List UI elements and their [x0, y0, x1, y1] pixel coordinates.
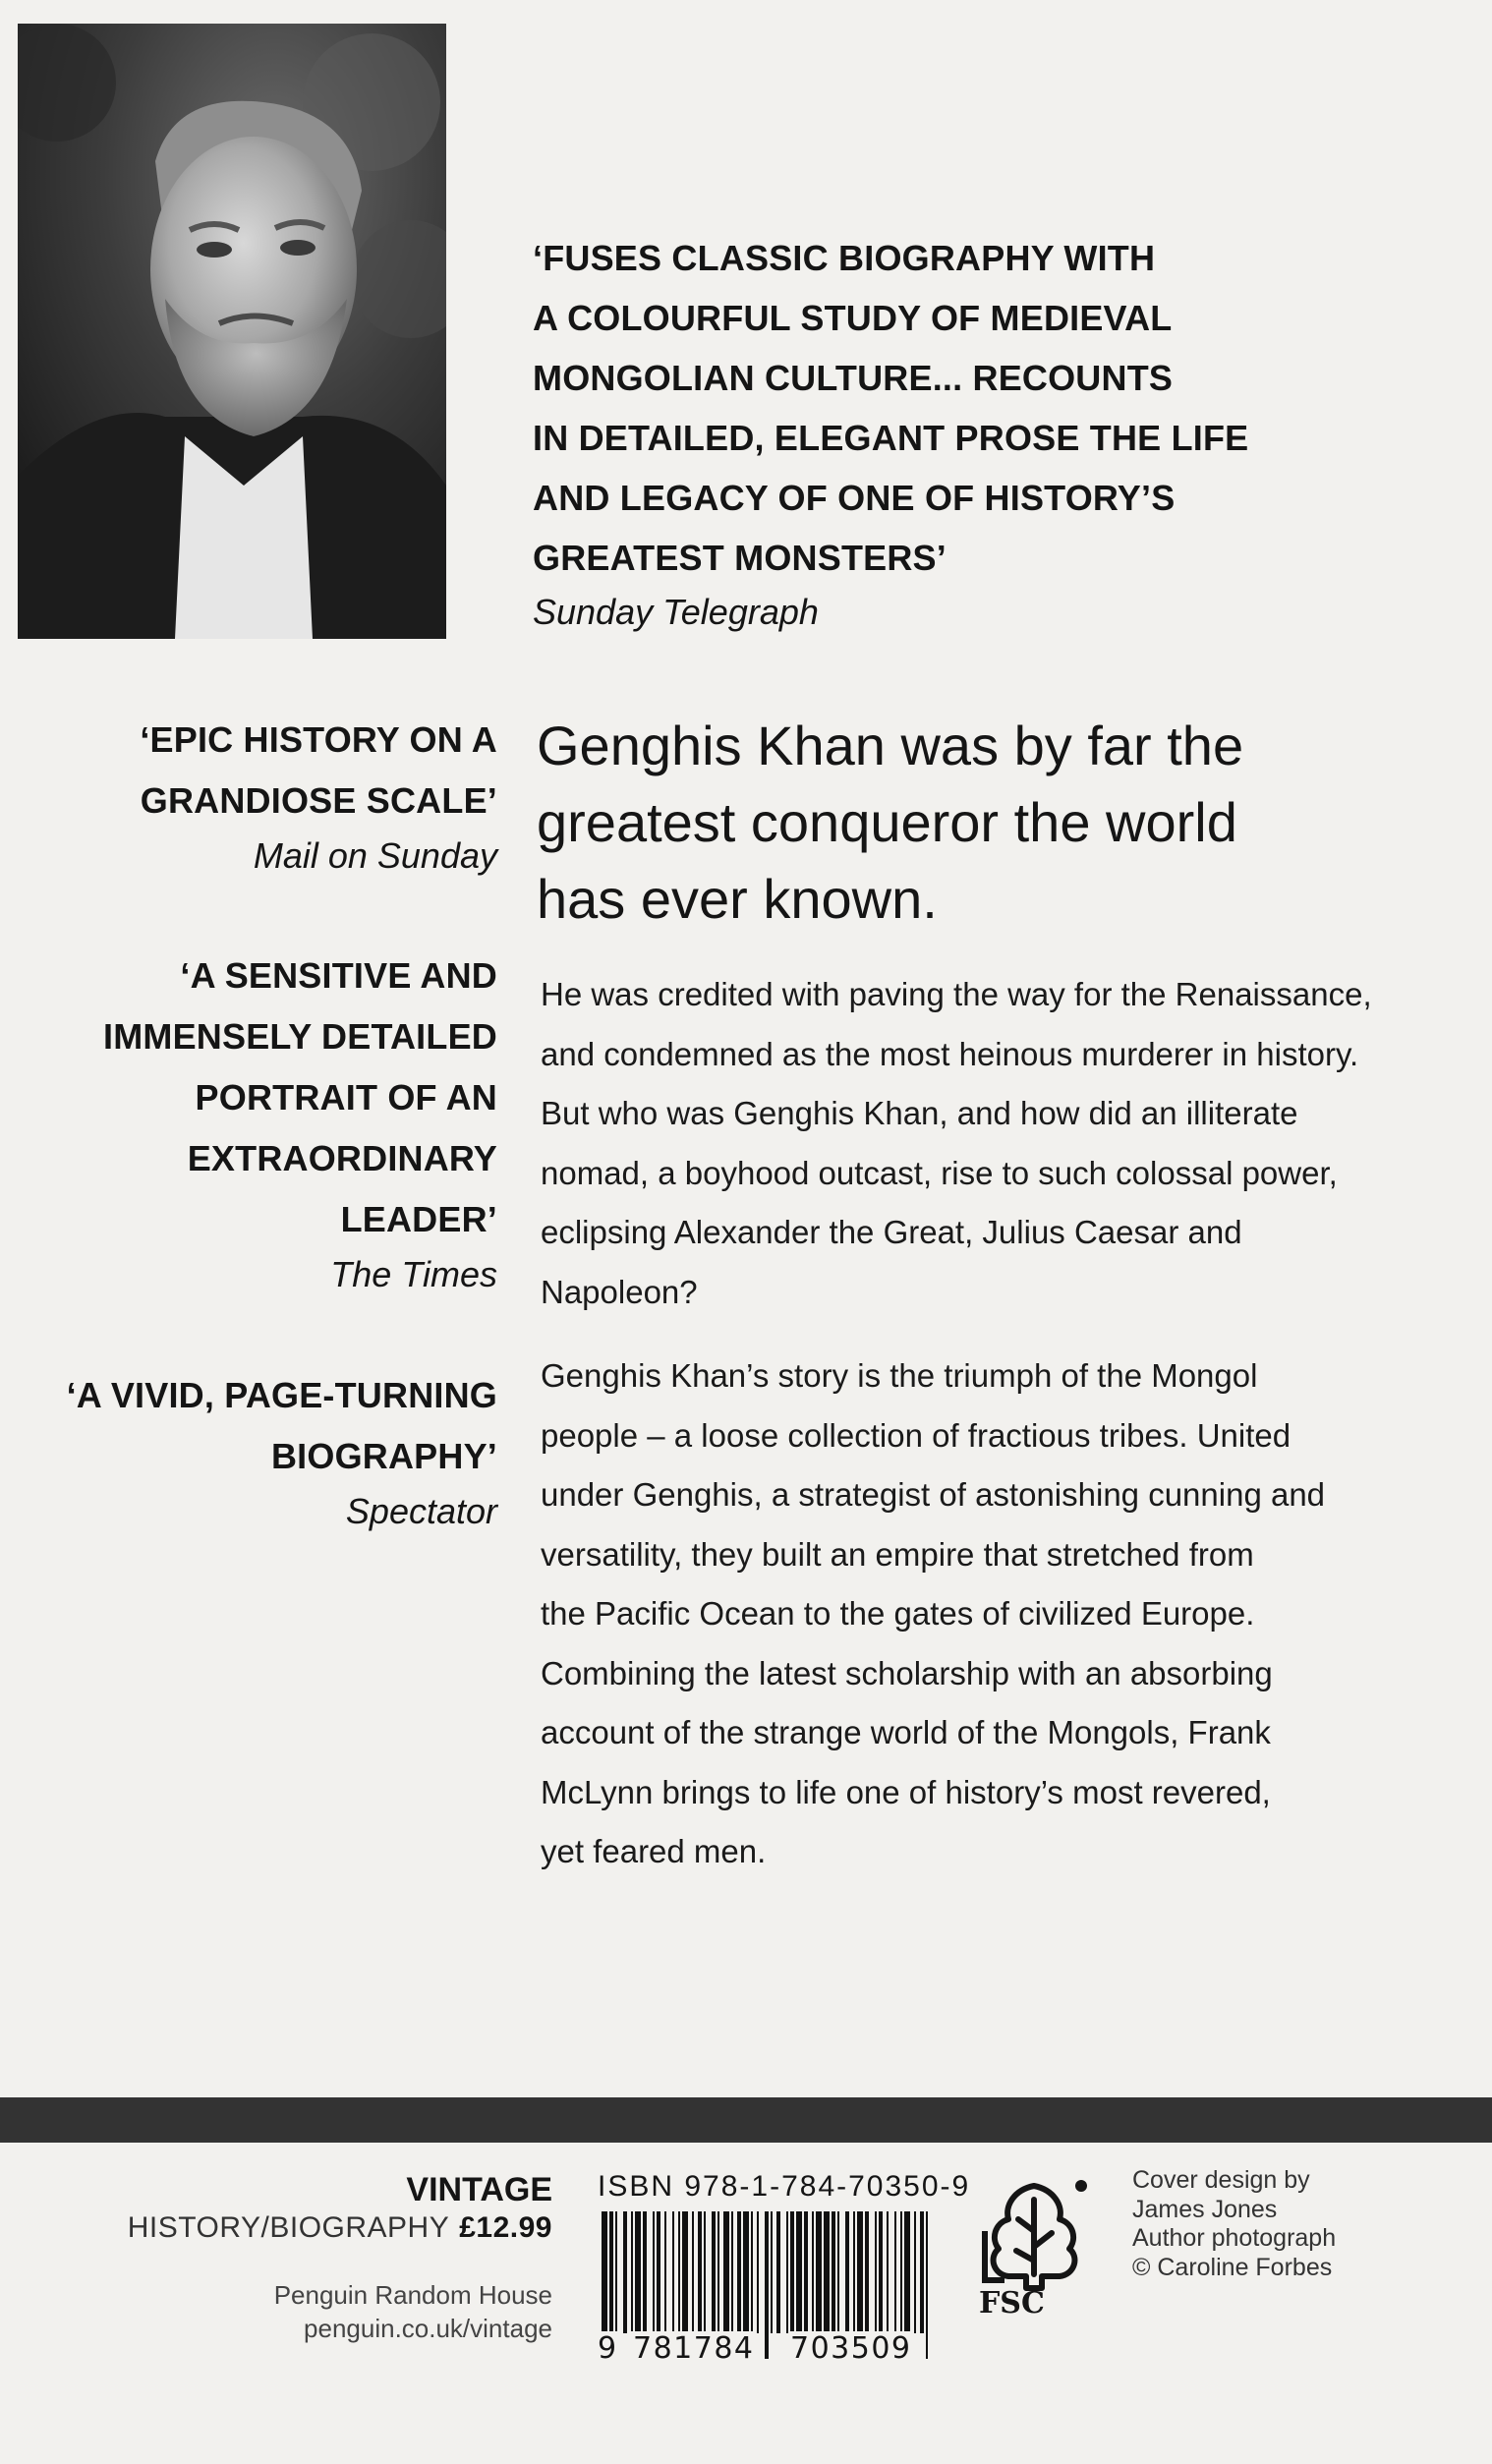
- quote-line: LEADER’: [340, 1199, 497, 1239]
- cover-credits: [1132, 2166, 1466, 2282]
- quote-source: Sunday Telegraph: [533, 592, 819, 632]
- quote-line: A COLOURFUL STUDY OF MEDIEVAL: [533, 298, 1173, 338]
- paragraph-line: Napoleon?: [541, 1273, 698, 1310]
- credit-line: James Jones: [1132, 2195, 1278, 2223]
- paragraph-line: people – a loose collection of fractious tribes. United: [541, 1416, 1291, 1454]
- publisher-info: [59, 2170, 552, 2345]
- publisher-website: penguin.co.uk/vintage: [304, 2314, 552, 2343]
- side-quote-text: [35, 710, 497, 831]
- quote-line: IMMENSELY DETAILED: [103, 1016, 497, 1057]
- credit-line: Cover design by: [1132, 2166, 1310, 2194]
- paragraph-line: account of the strange world of the Mongols, Frank: [541, 1714, 1271, 1750]
- paragraph-line: the Pacific Ocean to the gates of civilized Europe.: [541, 1595, 1255, 1632]
- fsc-label: FSC: [979, 2286, 1045, 2321]
- quote-source: Spectator: [345, 1491, 497, 1531]
- paragraph-line: Genghis Khan’s story is the triumph of the Mongol: [541, 1357, 1258, 1394]
- quote-line: ‘A SENSITIVE AND: [180, 955, 497, 996]
- quote-source: Mail on Sunday: [253, 835, 497, 876]
- top-quote-text: [533, 228, 1417, 588]
- author-photo: [18, 24, 446, 639]
- category-price-line: [59, 2209, 552, 2247]
- barcode-digits-right: 703509: [790, 2331, 912, 2366]
- side-review-quote: [35, 710, 497, 881]
- quote-line: ‘FUSES CLASSIC BIOGRAPHY WITH: [533, 238, 1156, 278]
- divider-band: [0, 2097, 1492, 2143]
- paragraph-line: versatility, they built an empire that stretched from: [541, 1535, 1254, 1573]
- imprint-name: VINTAGE: [406, 2171, 552, 2208]
- headline-line: has ever known.: [537, 868, 938, 930]
- top-review-quote: [533, 228, 1417, 637]
- headline-line: Genghis Khan was by far the: [537, 715, 1244, 776]
- side-review-quote: [35, 945, 497, 1299]
- paragraph-line: yet feared men.: [541, 1833, 767, 1869]
- credit-line: © Caroline Forbes: [1132, 2253, 1333, 2281]
- quote-line: ‘EPIC HISTORY ON A: [140, 719, 497, 760]
- paragraph-line: and condemned as the most heinous murderer in history.: [541, 1035, 1359, 1072]
- isbn-label: ISBN 978-1-784-70350-9: [598, 2170, 971, 2203]
- quote-line: PORTRAIT OF AN: [195, 1077, 497, 1117]
- paragraph-line: He was credited with paving the way for the Renaissance,: [541, 976, 1372, 1012]
- quote-line: BIOGRAPHY’: [270, 1436, 497, 1476]
- side-quote-text: [35, 1365, 497, 1487]
- price-label: £12.99: [459, 2211, 552, 2244]
- credit-line: Author photograph: [1132, 2224, 1337, 2252]
- quote-line: EXTRAORDINARY: [187, 1138, 497, 1178]
- blurb-paragraph: [541, 1347, 1464, 1882]
- paragraph-line: McLynn brings to life one of history’s most revered,: [541, 1773, 1271, 1810]
- quote-line: GREATEST MONSTERS’: [533, 538, 947, 578]
- paragraph-line: But who was Genghis Khan, and how did an illiterate: [541, 1095, 1298, 1131]
- paragraph-line: Combining the latest scholarship with an absorbing: [541, 1654, 1273, 1691]
- headline-line: greatest conqueror the world: [537, 791, 1237, 853]
- quote-line: GRANDIOSE SCALE’: [140, 780, 497, 821]
- side-quote-text: [35, 945, 497, 1250]
- blurb-paragraph: [541, 965, 1464, 1322]
- paragraph-line: under Genghis, a strategist of astonishing cunning and: [541, 1476, 1326, 1513]
- side-review-quote: [35, 1365, 497, 1536]
- quote-line: IN DETAILED, ELEGANT PROSE THE LIFE: [533, 418, 1249, 458]
- quote-line: ‘A VIVID, PAGE-TURNING: [66, 1375, 497, 1415]
- quote-line: MONGOLIAN CULTURE... RECOUNTS: [533, 358, 1174, 398]
- paragraph-line: eclipsing Alexander the Great, Julius Caesar and: [541, 1214, 1242, 1250]
- quote-source: The Times: [330, 1254, 497, 1294]
- paragraph-line: nomad, a boyhood outcast, rise to such colossal power,: [541, 1154, 1338, 1191]
- blurb-headline: [537, 708, 1421, 938]
- category-label: HISTORY/BIOGRAPHY: [127, 2211, 450, 2244]
- author-portrait-image: [18, 24, 446, 639]
- publisher-name: Penguin Random House: [273, 2280, 552, 2310]
- barcode-digits-left: 781784: [633, 2331, 755, 2366]
- quote-line: AND LEGACY OF ONE OF HISTORY’S: [533, 478, 1176, 518]
- barcode-digit-first: 9: [598, 2331, 618, 2366]
